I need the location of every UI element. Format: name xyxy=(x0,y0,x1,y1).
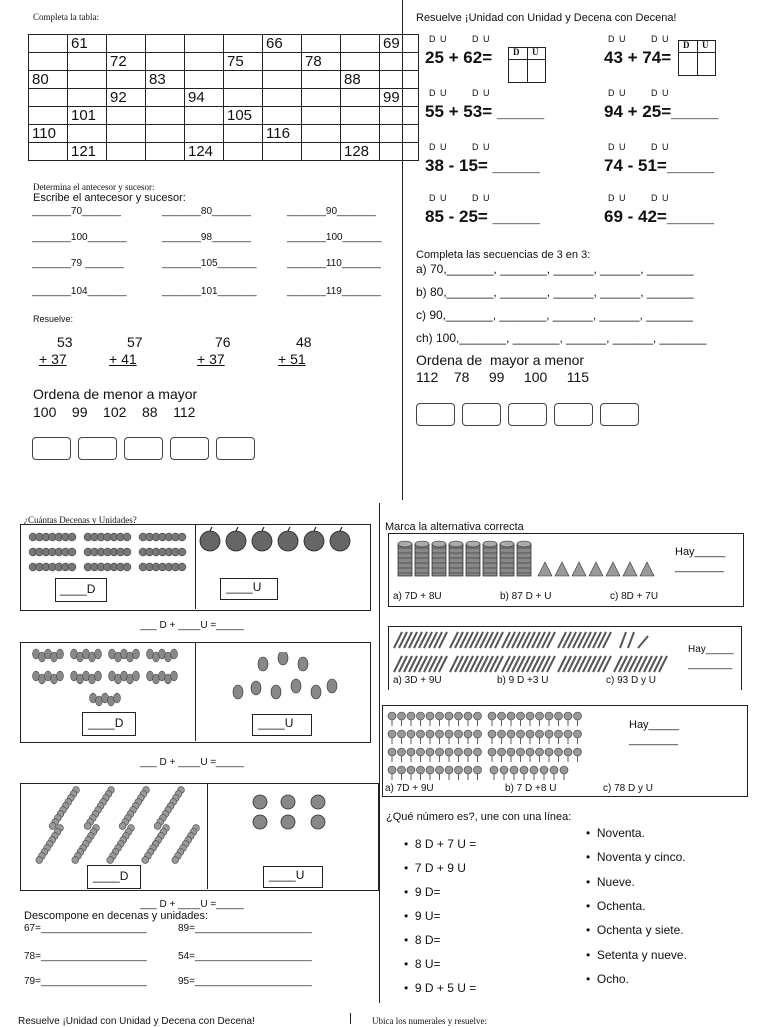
table-cell-empty[interactable] xyxy=(107,125,146,143)
table-cell-empty[interactable] xyxy=(185,35,224,53)
table-cell: 92 xyxy=(107,89,146,107)
du-box-divider xyxy=(509,59,545,60)
order-box[interactable] xyxy=(508,403,547,426)
table-cell-empty[interactable] xyxy=(302,89,341,107)
table-cell-empty[interactable] xyxy=(29,53,68,71)
table-row xyxy=(29,35,419,53)
pencil-bundles-icon xyxy=(392,628,672,676)
match-left-item[interactable]: • 9 D= xyxy=(404,885,441,899)
table-cell-empty[interactable] xyxy=(341,53,380,71)
table-cell-empty[interactable] xyxy=(302,107,341,125)
table-cell-empty[interactable] xyxy=(185,53,224,71)
predecessor-item[interactable]: _______104_______ xyxy=(32,286,127,297)
pear-icon xyxy=(228,652,343,704)
table-cell-empty[interactable] xyxy=(185,71,224,89)
table-cell: 61 xyxy=(68,35,107,53)
table-cell: 99 xyxy=(380,89,419,107)
table-cell-empty[interactable] xyxy=(107,143,146,161)
table-cell-empty[interactable] xyxy=(29,89,68,107)
table-cell-empty[interactable] xyxy=(380,53,419,71)
order-box[interactable] xyxy=(554,403,593,426)
sequence-line[interactable]: b) 80,_______, _______, ______, ______, _______ xyxy=(416,285,694,299)
table-cell-empty[interactable] xyxy=(107,107,146,125)
match-right-item[interactable]: • Noventa. xyxy=(586,826,645,840)
table-row xyxy=(29,71,419,89)
operation[interactable]: 85 - 25= _____ xyxy=(425,207,540,226)
table-cell-empty[interactable] xyxy=(146,89,185,107)
table-cell-empty[interactable] xyxy=(263,53,302,71)
table-cell-empty[interactable] xyxy=(341,107,380,125)
table-cell-empty[interactable] xyxy=(185,107,224,125)
du-answer-box[interactable] xyxy=(508,47,546,83)
table-cell-empty[interactable] xyxy=(263,143,302,161)
operation[interactable]: 55 + 53= _____ xyxy=(425,102,545,121)
order-asc-numbers: 100 99 102 88 112 xyxy=(33,404,196,420)
decompose-item[interactable]: 79=___________________ xyxy=(24,976,147,987)
sequence-line[interactable]: ch) 100,_______, _______, ______, ______, _______ xyxy=(416,331,707,345)
sum-top: 76 xyxy=(215,334,231,350)
sequence-title: Completa las secuencias de 3 en 3: xyxy=(416,249,591,261)
decompose-item[interactable]: 54=_____________________ xyxy=(178,951,312,962)
table-cell: 128 xyxy=(341,143,380,161)
table-row xyxy=(29,107,419,125)
du-label: D U D U xyxy=(608,142,670,152)
table-cell: 80 xyxy=(29,71,68,89)
match-right-item[interactable]: • Ochenta. xyxy=(586,898,646,913)
du-box-d: D xyxy=(683,40,690,50)
table-cell-empty[interactable] xyxy=(146,125,185,143)
table-cell: 66 xyxy=(263,35,302,53)
marble-sticks-icon xyxy=(22,786,207,866)
tens-title: ¿Cuántas Decenas y Unidades? xyxy=(24,515,137,525)
table-cell: 88 xyxy=(341,71,380,89)
table-cell: 78 xyxy=(302,53,341,71)
footer-right-title: Ubica los numerales y resuelve: xyxy=(372,1016,487,1026)
table-cell-empty[interactable] xyxy=(341,89,380,107)
table-cell-empty[interactable] xyxy=(380,107,419,125)
table-cell: 124 xyxy=(185,143,224,161)
predecessor-item[interactable]: _______98_______ xyxy=(162,232,251,243)
match-right-item[interactable]: • Ocho. xyxy=(586,971,629,986)
order-box[interactable] xyxy=(32,437,71,460)
sum-top: 48 xyxy=(296,334,312,350)
table-cell-empty[interactable] xyxy=(302,71,341,89)
table-cell-empty[interactable] xyxy=(224,35,263,53)
table-cell: 105 xyxy=(224,107,263,125)
table-row xyxy=(29,125,419,143)
apple-icon xyxy=(198,526,368,554)
table-cell-empty[interactable] xyxy=(107,71,146,89)
order-box[interactable] xyxy=(216,437,255,460)
number-table xyxy=(28,34,419,161)
sequence-line[interactable]: c) 90,_______, _______, ______, ______, _______ xyxy=(416,308,693,322)
table-cell: 72 xyxy=(107,53,146,71)
du-box-divider xyxy=(527,48,528,82)
table-cell-empty[interactable] xyxy=(380,71,419,89)
predecessor-item[interactable]: _______70_______ xyxy=(32,206,121,217)
table-cell: 83 xyxy=(146,71,185,89)
coin-stacks-icon xyxy=(395,536,665,580)
operation[interactable]: 74 - 51=_____ xyxy=(604,156,715,175)
table-cell-empty[interactable] xyxy=(302,35,341,53)
table-cell-empty[interactable] xyxy=(341,35,380,53)
table-cell: 116 xyxy=(263,125,302,143)
table-cell: 69 xyxy=(380,35,419,53)
table-instruction: Completa la tabla: xyxy=(33,12,99,22)
alt-option[interactable]: c) 93 D y U xyxy=(606,675,657,686)
sum-top: 57 xyxy=(127,334,143,350)
table-row xyxy=(29,143,419,161)
order-desc-title: Ordena de mayor a menor xyxy=(416,352,585,368)
predecessor-item[interactable]: _______100_______ xyxy=(287,232,382,243)
ud-title: Resuelve ¡Unidad con Unidad y Decena con Decena! xyxy=(416,12,677,24)
alt-option[interactable]: c) 78 D y U xyxy=(603,783,654,794)
footer-left-title: Resuelve ¡Unidad con Unidad y Decena con Decena! xyxy=(18,1016,255,1027)
table-cell-empty[interactable] xyxy=(224,71,263,89)
du-box-divider xyxy=(697,41,698,75)
solve-title: Resuelve: xyxy=(33,314,74,324)
du-label: D U D U xyxy=(429,193,491,203)
alt-option[interactable]: a) 7D + 8U xyxy=(393,591,442,602)
operation[interactable]: 69 - 42=_____ xyxy=(604,207,715,226)
table-cell-empty[interactable] xyxy=(107,35,146,53)
pear-bunches-icon xyxy=(30,644,190,710)
table-cell-empty[interactable] xyxy=(68,71,107,89)
match-left-item[interactable]: • 8 D= xyxy=(404,933,441,947)
table-cell-empty[interactable] xyxy=(146,107,185,125)
predecessor-item[interactable]: _______79 _______ xyxy=(32,258,124,269)
order-box[interactable] xyxy=(78,437,117,460)
match-right-item[interactable]: • Nueve. xyxy=(586,874,635,889)
tens-equation-3: ___ D + ____U =_____ xyxy=(140,899,244,910)
marble-icon xyxy=(248,794,338,834)
divider-middle xyxy=(379,503,380,1003)
match-right-item[interactable]: • Noventa y cinco. xyxy=(586,850,686,865)
sum-bottom: + 51 xyxy=(278,351,306,367)
table-cell-empty[interactable] xyxy=(29,143,68,161)
du-box-d: D xyxy=(513,47,520,57)
predecessor-item[interactable]: _______90_______ xyxy=(287,206,376,217)
table-cell-empty[interactable] xyxy=(68,53,107,71)
order-desc-numbers: 112 78 99 100 115 xyxy=(416,369,590,385)
table-cell-empty[interactable] xyxy=(302,125,341,143)
match-left-item[interactable]: • 9 U= xyxy=(404,909,441,923)
operation[interactable]: 94 + 25=_____ xyxy=(604,102,719,121)
tens-equation-2: ___ D + ____U =_____ xyxy=(140,757,244,768)
which-number-title: ¿Qué número es?, une con una línea: xyxy=(386,811,572,823)
du-label: D U D U xyxy=(429,34,491,44)
du-label: D U D U xyxy=(608,88,670,98)
table-cell-empty[interactable] xyxy=(263,89,302,107)
alt-option[interactable]: b) 9 D +3 U xyxy=(497,675,549,686)
table-cell-empty[interactable] xyxy=(263,71,302,89)
du-box-u: U xyxy=(532,47,539,57)
du-label: D U D U xyxy=(429,88,491,98)
du-label: D U D U xyxy=(429,142,491,152)
table-cell-empty[interactable] xyxy=(68,125,107,143)
table-cell-empty[interactable] xyxy=(29,35,68,53)
predecessor-item[interactable]: _______110_______ xyxy=(287,258,381,269)
du-label: D U D U xyxy=(608,193,670,203)
table-cell-empty[interactable] xyxy=(341,125,380,143)
match-left-item[interactable]: • 8 D + 7 U = xyxy=(404,837,477,851)
table-cell-empty[interactable] xyxy=(146,143,185,161)
sum-bottom: + 37 xyxy=(197,351,225,367)
sequence-line[interactable]: a) 70,_______, _______, ______, ______, _______ xyxy=(416,262,694,276)
match-left-item[interactable]: • 9 D + 5 U = xyxy=(404,981,477,995)
table-row xyxy=(29,53,419,71)
table-cell-empty[interactable] xyxy=(380,125,419,143)
table-cell-empty[interactable] xyxy=(68,89,107,107)
table-cell-empty[interactable] xyxy=(263,107,302,125)
decompose-item[interactable]: 67=___________________ xyxy=(24,923,147,934)
table-cell-empty[interactable] xyxy=(146,35,185,53)
table-row xyxy=(29,89,419,107)
table-cell: 94 xyxy=(185,89,224,107)
decompose-item[interactable]: 78=___________________ xyxy=(24,951,147,962)
table-cell-empty[interactable] xyxy=(224,143,263,161)
predecessor-item[interactable]: _______80_______ xyxy=(162,206,251,217)
match-right-item[interactable]: • Ochenta y siete. xyxy=(586,923,684,938)
table-cell-empty[interactable] xyxy=(380,143,419,161)
table-cell: 75 xyxy=(224,53,263,71)
operation[interactable]: 25 + 62= xyxy=(425,48,493,67)
predecessor-title: Determina el antecesor y sucesor: xyxy=(33,182,155,192)
order-box[interactable] xyxy=(124,437,163,460)
order-box[interactable] xyxy=(600,403,639,426)
table-cell-empty[interactable] xyxy=(185,125,224,143)
match-right-item[interactable]: • Setenta y nueve. xyxy=(586,947,687,962)
predecessor-item[interactable]: _______119_______ xyxy=(287,286,381,297)
du-box-u: U xyxy=(702,40,709,50)
table-cell-empty[interactable] xyxy=(302,143,341,161)
predecessor-item[interactable]: _______105_______ xyxy=(162,258,257,269)
order-box[interactable] xyxy=(416,403,455,426)
decompose-item[interactable]: 89=_____________________ xyxy=(178,923,312,934)
operation[interactable]: 38 - 15= _____ xyxy=(425,156,540,175)
match-left-item[interactable]: • 8 U= xyxy=(404,957,441,971)
table-cell: 101 xyxy=(68,107,107,125)
table-cell-empty[interactable] xyxy=(29,107,68,125)
operation[interactable]: 43 + 74= xyxy=(604,48,672,67)
order-box[interactable] xyxy=(462,403,501,426)
alt-option[interactable]: b) 87 D + U xyxy=(500,591,552,602)
alt-option[interactable]: b) 7 D +8 U xyxy=(505,783,557,794)
order-asc-title: Ordena de menor a mayor xyxy=(33,386,198,402)
table-cell-empty[interactable] xyxy=(224,89,263,107)
table-cell-empty[interactable] xyxy=(224,125,263,143)
predecessor-instruction: Escribe el antecesor y sucesor: xyxy=(33,192,186,204)
order-box[interactable] xyxy=(170,437,209,460)
alt-option[interactable]: c) 8D + 7U xyxy=(610,591,659,602)
table-cell: 110 xyxy=(29,125,68,143)
predecessor-item[interactable]: _______100_______ xyxy=(32,232,127,243)
alt-option[interactable]: a) 3D + 9U xyxy=(393,675,442,686)
tens-equation-1: ___ D + ____U =_____ xyxy=(140,620,244,631)
grape-bunches-icon xyxy=(24,529,194,575)
predecessor-item[interactable]: _______101_______ xyxy=(162,286,257,297)
lollipop-rows-icon xyxy=(386,710,586,782)
du-answer-box[interactable] xyxy=(678,40,716,76)
decompose-title: Descompone en decenas y unidades: xyxy=(24,910,209,922)
sum-bottom: + 41 xyxy=(109,351,137,367)
table-cell-empty[interactable] xyxy=(146,53,185,71)
sum-top: 53 xyxy=(57,334,73,350)
table-cell: 121 xyxy=(68,143,107,161)
du-label: D U D U xyxy=(608,34,670,44)
sum-bottom: + 37 xyxy=(39,351,67,367)
divider-bottom xyxy=(350,1013,351,1024)
decompose-item[interactable]: 95=_____________________ xyxy=(178,976,312,987)
match-left-item[interactable]: • 7 D + 9 U xyxy=(404,861,466,875)
alt-title: Marca la alternativa correcta xyxy=(385,521,524,533)
du-box-divider xyxy=(679,52,715,53)
alt-option[interactable]: a) 7D + 9U xyxy=(385,783,434,794)
